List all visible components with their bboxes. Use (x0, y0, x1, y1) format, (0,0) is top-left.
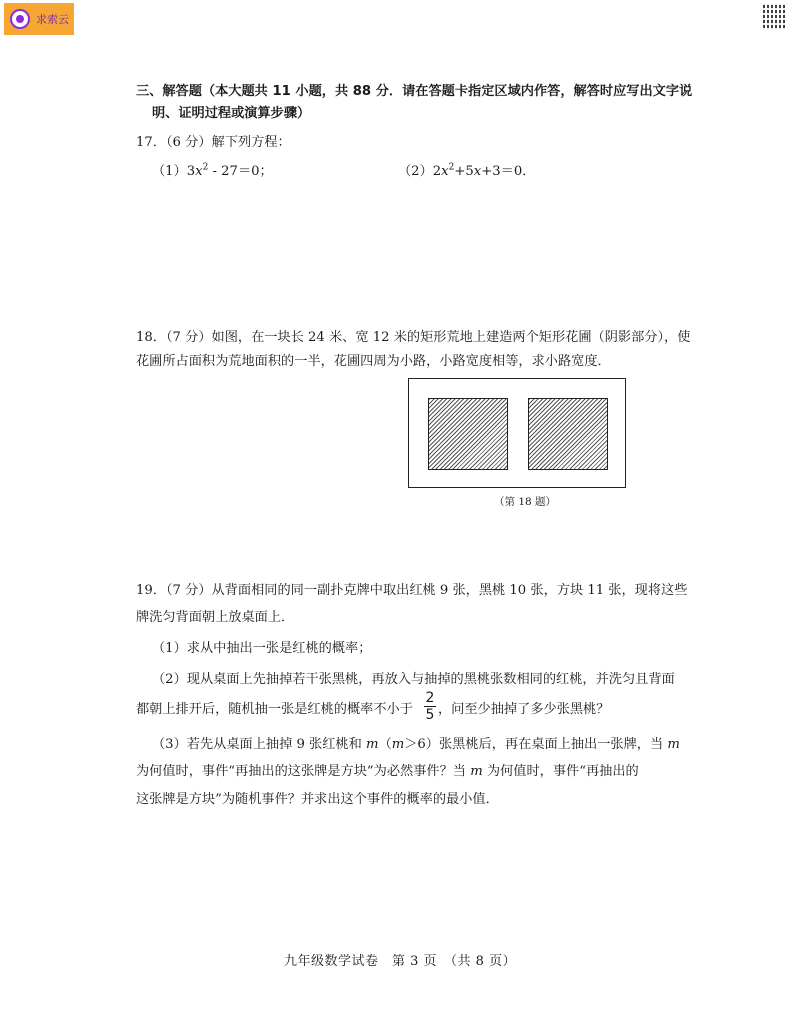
q19-part3-var-m3: m (667, 737, 680, 752)
q18-line2: 花圃所占面积为荒地面积的一半，花圃四周为小路，小路宽度相等，求小路宽度． (136, 354, 611, 369)
q19-fraction (424, 690, 436, 723)
q19-part3-var-m4: m (470, 764, 483, 779)
q18-figure-caption: （第 18 题） (494, 496, 557, 508)
q19-part3-text-e: 为何值时，事件“再抽出的 (482, 764, 639, 779)
q17-part2-exp: 2 (448, 162, 455, 173)
q19-part3-line1 (152, 733, 680, 752)
q17-part2-rest: +3＝0． (481, 164, 536, 179)
q17-part2-var2: x (473, 164, 482, 179)
q18-line1: 18．（7 分）如图，在一块长 24 米、宽 12 米的矩形荒地上建造两个矩形花圃（阴影部分），使 (136, 330, 691, 345)
q17-part2 (398, 160, 535, 179)
q19-part3-line2 (136, 760, 639, 779)
q17-part1 (152, 160, 273, 179)
q19-fraction-numerator: 2 (425, 690, 435, 706)
q17-part1-var: x (195, 164, 203, 179)
section-header-line2: 明、证明过程或演算步骤） (152, 106, 311, 121)
qr-code-icon (763, 4, 785, 30)
q19-fraction-denominator: 5 (425, 707, 435, 723)
q19-part3-var-m2: m (391, 737, 405, 752)
q19-part3-text-a: （3）若先从桌面上抽掉 9 张红桃和 (152, 737, 366, 752)
q17-part2-prefix: （2）2 (398, 164, 442, 179)
q19-part3-text-d: 为何值时，事件“再抽出的这张牌是方块”为必然事件？当 (136, 764, 471, 779)
q19-part3-line3: 这张牌是方块”为随机事件？并求出这个事件的概率的最小值． (136, 792, 499, 807)
q17-part1-rest: - 27＝0； (208, 164, 273, 179)
q19-line2: 牌洗匀背面朝上放桌面上． (136, 610, 295, 625)
brand-logo-text: 求索云 (36, 13, 69, 26)
q17-part1-exp: 2 (202, 162, 209, 173)
brand-logo (4, 3, 74, 35)
page-footer: 九年级数学试卷 第 3 页 （共 8 页） (284, 954, 517, 969)
q17-intro: 17．（6 分）解下列方程： (136, 135, 291, 150)
q18-figure-field (408, 378, 626, 488)
q19-part2-line2a: 都朝上排开后，随机抽一张是红桃的概率不小于 (136, 702, 413, 717)
q18-figure-flowerbed-right (528, 398, 608, 470)
q19-part2-line1: （2）现从桌面上先抽掉若干张黑桃，再放入与抽掉的黑桃张数相同的红桃，并洗匀且背面 (152, 672, 675, 687)
q19-part1: （1）求从中抽出一张是红桃的概率； (152, 641, 372, 656)
q18-figure-flowerbed-left (428, 398, 508, 470)
section-header-line1: 三、解答题（本大题共 11 小题，共 88 分．请在答题卡指定区域内作答，解答时应写出文字说 (136, 84, 693, 99)
flower-icon (10, 9, 30, 29)
q17-part2-var: x (441, 164, 449, 179)
q19-part2-line2b: ，问至少抽掉了多少张黑桃？ (438, 702, 610, 717)
q19-part3-text-c: ＞6）张黑桃后，再在桌面上抽出一张牌，当 (404, 737, 668, 752)
q19-part3-var-m1: m (365, 737, 379, 752)
q19-line1: 19．（7 分）从背面相同的同一副扑克牌中取出红桃 9 张，黑桃 10 张，方块 11 张，现将这些 (136, 583, 688, 598)
q19-part3-text-b: （ (378, 737, 392, 752)
q17-part2-mid: +5 (454, 164, 474, 179)
q17-part1-prefix: （1）3 (152, 164, 196, 179)
